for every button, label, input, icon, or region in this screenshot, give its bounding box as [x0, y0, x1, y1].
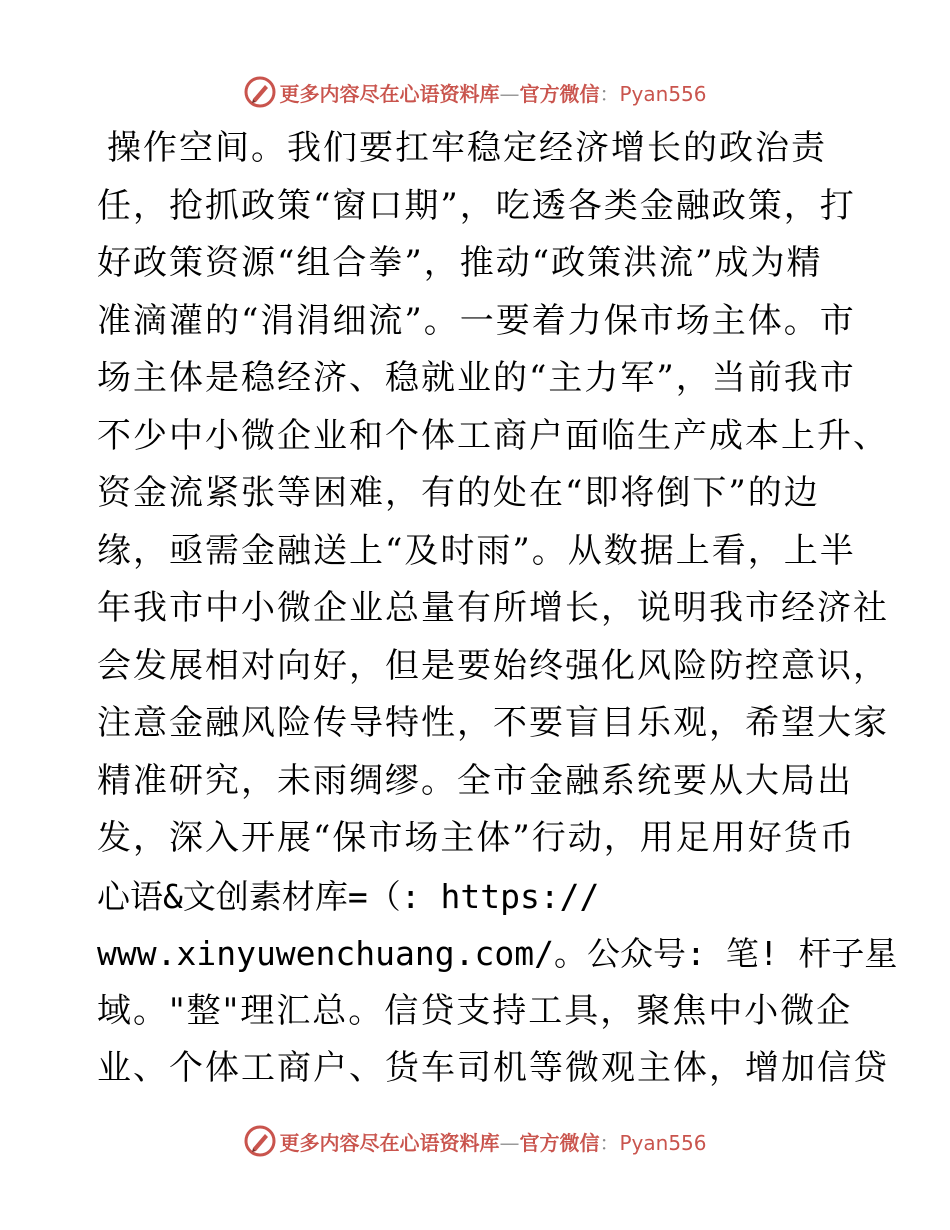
- body-line: 准滴灌的“涓涓细流”。一要着力保市场主体。市: [97, 300, 856, 341]
- watermark-dash: —: [499, 1130, 520, 1155]
- body-line: 操作空间。我们要扛牢稳定经济增长的政治责: [107, 128, 827, 168]
- body-line: 业、个体工商户、货车司机等微观主体，增加信贷: [97, 1048, 889, 1088]
- body-line: 好政策资源“组合拳”，推动“政策洪流”成为精: [97, 243, 823, 283]
- body-line: 精准研究，未雨绸缪。全市金融系统要从大局出: [97, 760, 853, 801]
- footer-watermark: [0, 1121, 950, 1161]
- body-line: 任，抢抓政策“窗口期”，吃透各类金融政策，打: [97, 185, 856, 226]
- body-line: 场主体是稳经济、稳就业的“主力军”，当前我市: [97, 358, 856, 398]
- watermark-dash: —: [499, 81, 520, 106]
- watermark-official: 官方微信: [519, 1130, 600, 1155]
- watermark-official: 官方微信: [519, 81, 600, 106]
- body-line: 发，深入开展“保市场主体”行动，用足用好货币: [97, 818, 856, 858]
- watermark-separator: ：: [599, 1130, 620, 1155]
- watermark-account: Pyan556: [619, 81, 707, 106]
- watermark-cn: 更多内容尽在心语资料库: [279, 81, 500, 106]
- watermark-cn: 更多内容尽在心语资料库: [279, 1130, 500, 1155]
- pen-logo-icon: [243, 75, 277, 109]
- header-watermark: [0, 72, 950, 112]
- body-line: 缘，亟需金融送上“及时雨”。从数据上看，上半: [97, 530, 856, 571]
- body-line-source: 心语&文创素材库=（: https://: [97, 876, 600, 916]
- body-line: 注意金融风险传导特性，不要盲目乐观，希望大家: [97, 703, 889, 743]
- body-line: 会发展相对向好，但是要始终强化风险防控意识，: [97, 645, 889, 686]
- watermark-account: Pyan556: [619, 1130, 707, 1155]
- body-line: 不少中小微企业和个体工商户面临生产成本上升、: [97, 415, 889, 456]
- watermark-text: [279, 78, 706, 107]
- watermark-separator: ：: [599, 81, 620, 106]
- document-body: [97, 120, 898, 1098]
- body-line: 年我市中小微企业总量有所增长，说明我市经济社: [97, 588, 889, 628]
- body-line: 域。"整"理汇总。信贷支持工具，聚焦中小微企: [97, 990, 853, 1031]
- pen-logo-icon: [243, 1124, 277, 1158]
- watermark-text: [279, 1127, 706, 1156]
- body-line-url: www.xinyuwenchuang.com/。公众号: 笔! 杆子星: [97, 934, 898, 973]
- body-line: 资金流紧张等困难，有的处在“即将倒下”的边: [97, 473, 820, 513]
